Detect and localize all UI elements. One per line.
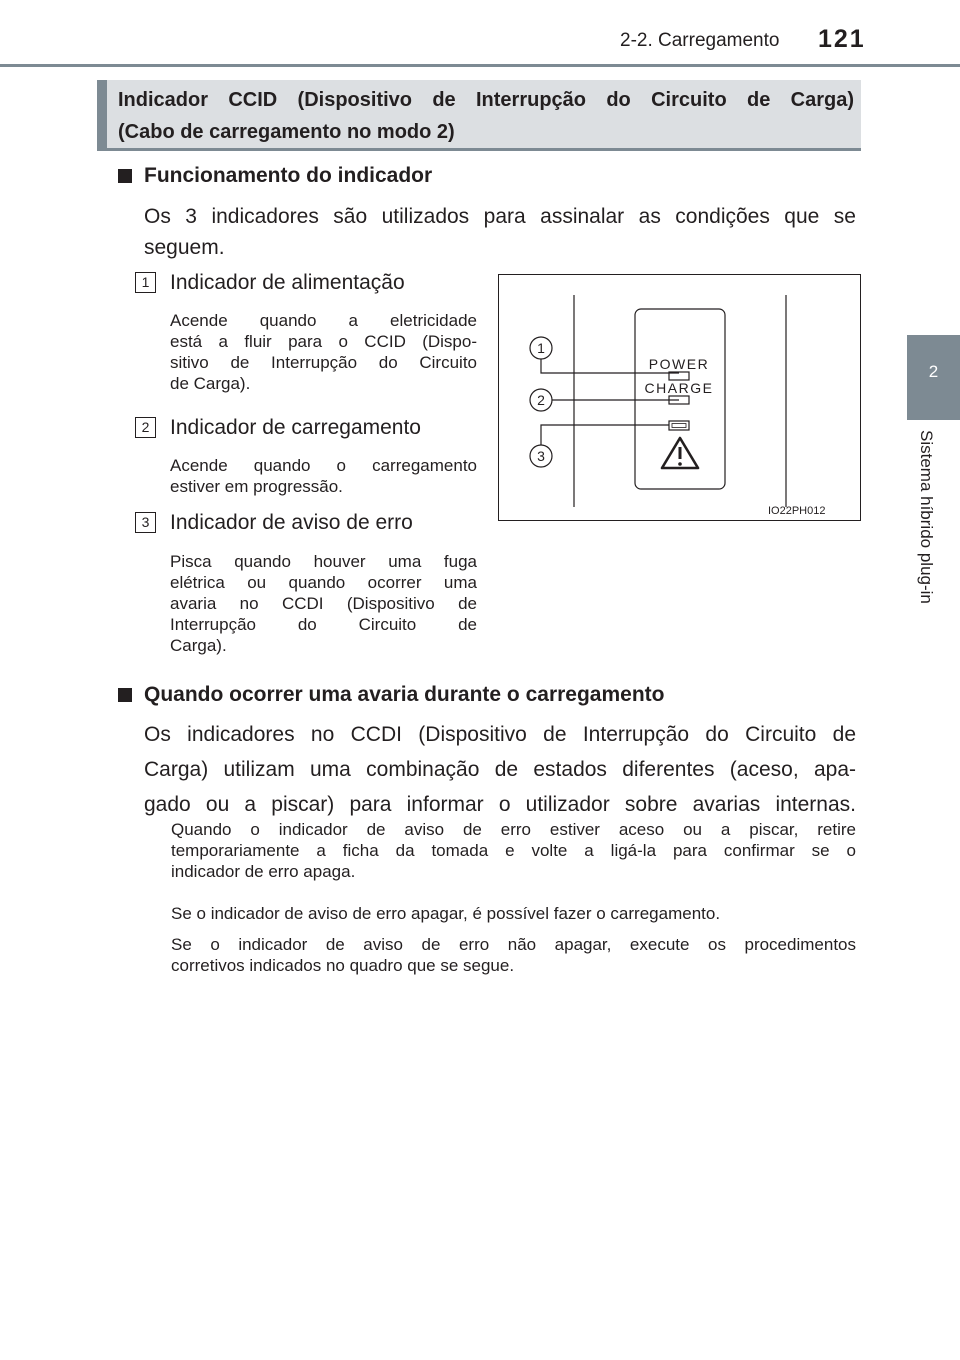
note-3: Se o indicador de aviso de erro não apagar, execute os procedimentos corretivos indicados no quadro que se segue. bbox=[171, 935, 856, 975]
title-text bbox=[118, 84, 854, 148]
square-bullet-icon bbox=[118, 688, 132, 702]
item-charge-title: 2 Indicador de carregamento bbox=[135, 416, 421, 440]
section2-heading: Quando ocorrer uma avaria durante o carregamento bbox=[118, 683, 665, 707]
page-number: 121 bbox=[818, 25, 866, 53]
section2-paragraph: Os indicadores no CCDI (Dispositivo de Interrupção do Circuito de Carga) utilizam uma combinação de estados diferentes (aceso, apa- gado ou a piscar) para informar o utilizador sobre avarias internas. bbox=[144, 723, 856, 816]
charge-label: CHARGE bbox=[644, 380, 714, 396]
number-3-icon: 3 bbox=[135, 512, 156, 533]
item-error-title: 3 Indicador de aviso de erro bbox=[135, 511, 413, 535]
power-label: POWER bbox=[648, 356, 710, 372]
chapter-number: 2 bbox=[928, 362, 939, 381]
ccid-figure bbox=[498, 274, 861, 521]
note-2: Se o indicador de aviso de erro apagar, é possível fazer o carregamento. bbox=[171, 904, 721, 923]
item-error-desc: Pisca quando houver uma fuga elétrica ou quando ocorrer uma avaria no CCDI (Dispositivo de Interrupção do Circuito de Carga). bbox=[170, 552, 477, 655]
note-1: Quando o indicador de aviso de erro estiver aceso ou a piscar, retire temporariamente a ficha da tomada e volte a ligá-la para confirmar se o indicador de erro apaga. bbox=[171, 820, 856, 881]
number-2-icon: 2 bbox=[135, 417, 156, 438]
section1-intro: Os 3 indicadores são utilizados para assinalar as condições que se seguem. bbox=[144, 205, 856, 259]
svg-text:3: 3 bbox=[537, 448, 545, 464]
item-power-title: 1 Indicador de alimentação bbox=[135, 271, 405, 295]
square-bullet-icon bbox=[118, 169, 132, 183]
title-line-2: (Cabo de carregamento no modo 2) bbox=[118, 121, 455, 143]
number-1-icon: 1 bbox=[135, 272, 156, 293]
svg-text:2: 2 bbox=[537, 392, 545, 408]
section-title: 2-2. Carregamento bbox=[620, 30, 780, 51]
figure-code: IO22PH012 bbox=[768, 505, 826, 517]
title-line-1: Indicador CCID (Dispositivo de Interrupção do Circuito de Carga) bbox=[118, 89, 854, 111]
item-power-desc: Acende quando a eletricidade está a fluir para o CCID (Dispo- sitivo de Interrupção do Circuito de Carga). bbox=[170, 311, 477, 393]
chapter-label: Sistema híbrido plug-in bbox=[917, 430, 936, 604]
ccid-illustration bbox=[499, 275, 859, 519]
section1-heading: Funcionamento do indicador bbox=[118, 164, 432, 188]
header-rule bbox=[0, 64, 960, 67]
item-charge-desc: Acende quando o carregamento estiver em progressão. bbox=[170, 456, 477, 496]
svg-text:1: 1 bbox=[537, 340, 545, 356]
